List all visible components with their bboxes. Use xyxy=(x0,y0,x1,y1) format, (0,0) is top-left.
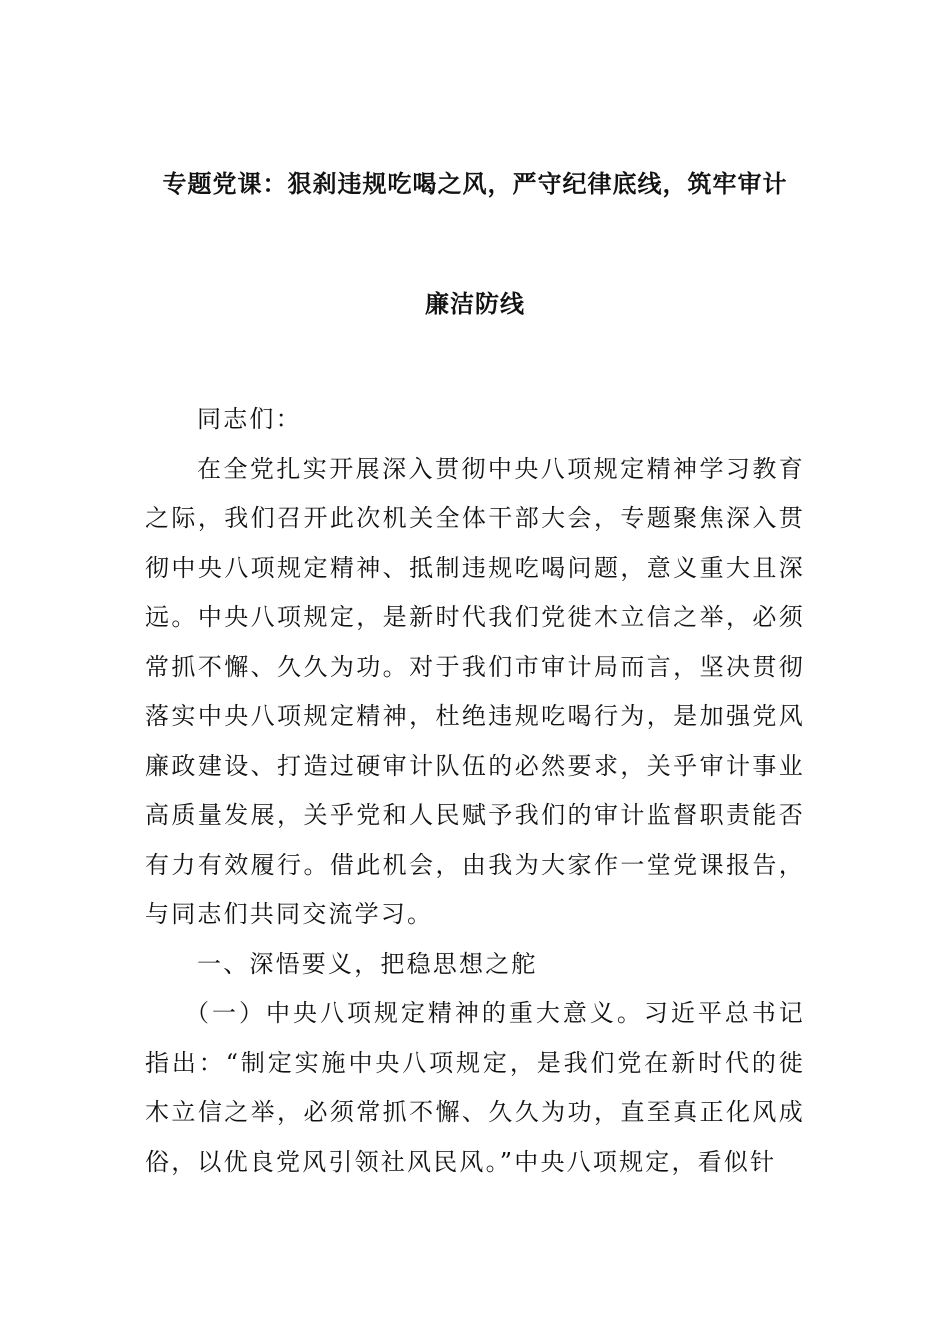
paragraph-intro: 在全党扎实开展深入贯彻中央八项规定精神学习教育之际，我们召开此次机关全体干部大会，专题聚焦深入贯彻中央八项规定精神、抵制违规吃喝问题，意义重大且深远。中央八项规定，是新时代我们党徙木立信之举，必须常抓不懈、久久为功。对于我们市审计局而言，坚决贯彻落实中央八项规定精神，杜绝违规吃喝行为，是加强党风廉政建设、打造过硬审计队伍的必然要求，关乎审计事业高质量发展，关乎党和人民赋予我们的审计监督职责能否有力有效履行。借此机会，由我为大家作一堂党课报告，与同志们共同交流学习。 xyxy=(145,454,805,928)
paragraph-subsection-1: （一）中央八项规定精神的重大意义。习近平总书记指出：“制定实施中央八项规定，是我们党在新时代的徙木立信之举，必须常抓不懈、久久为功，直至真正化风成俗，以优良党风引领社风民风。”中央八项规定，看似针 xyxy=(145,999,805,1176)
document-title-line-2: 廉洁防线 xyxy=(425,290,525,318)
document-body xyxy=(145,395,805,1187)
section-heading-1: 一、深悟要义，把稳思想之舵 xyxy=(197,949,538,978)
salutation: 同志们： xyxy=(197,405,302,433)
document-title-line-1: 专题党课：狠刹违规吃喝之风，严守纪律底线，筑牢审计 xyxy=(162,170,788,198)
